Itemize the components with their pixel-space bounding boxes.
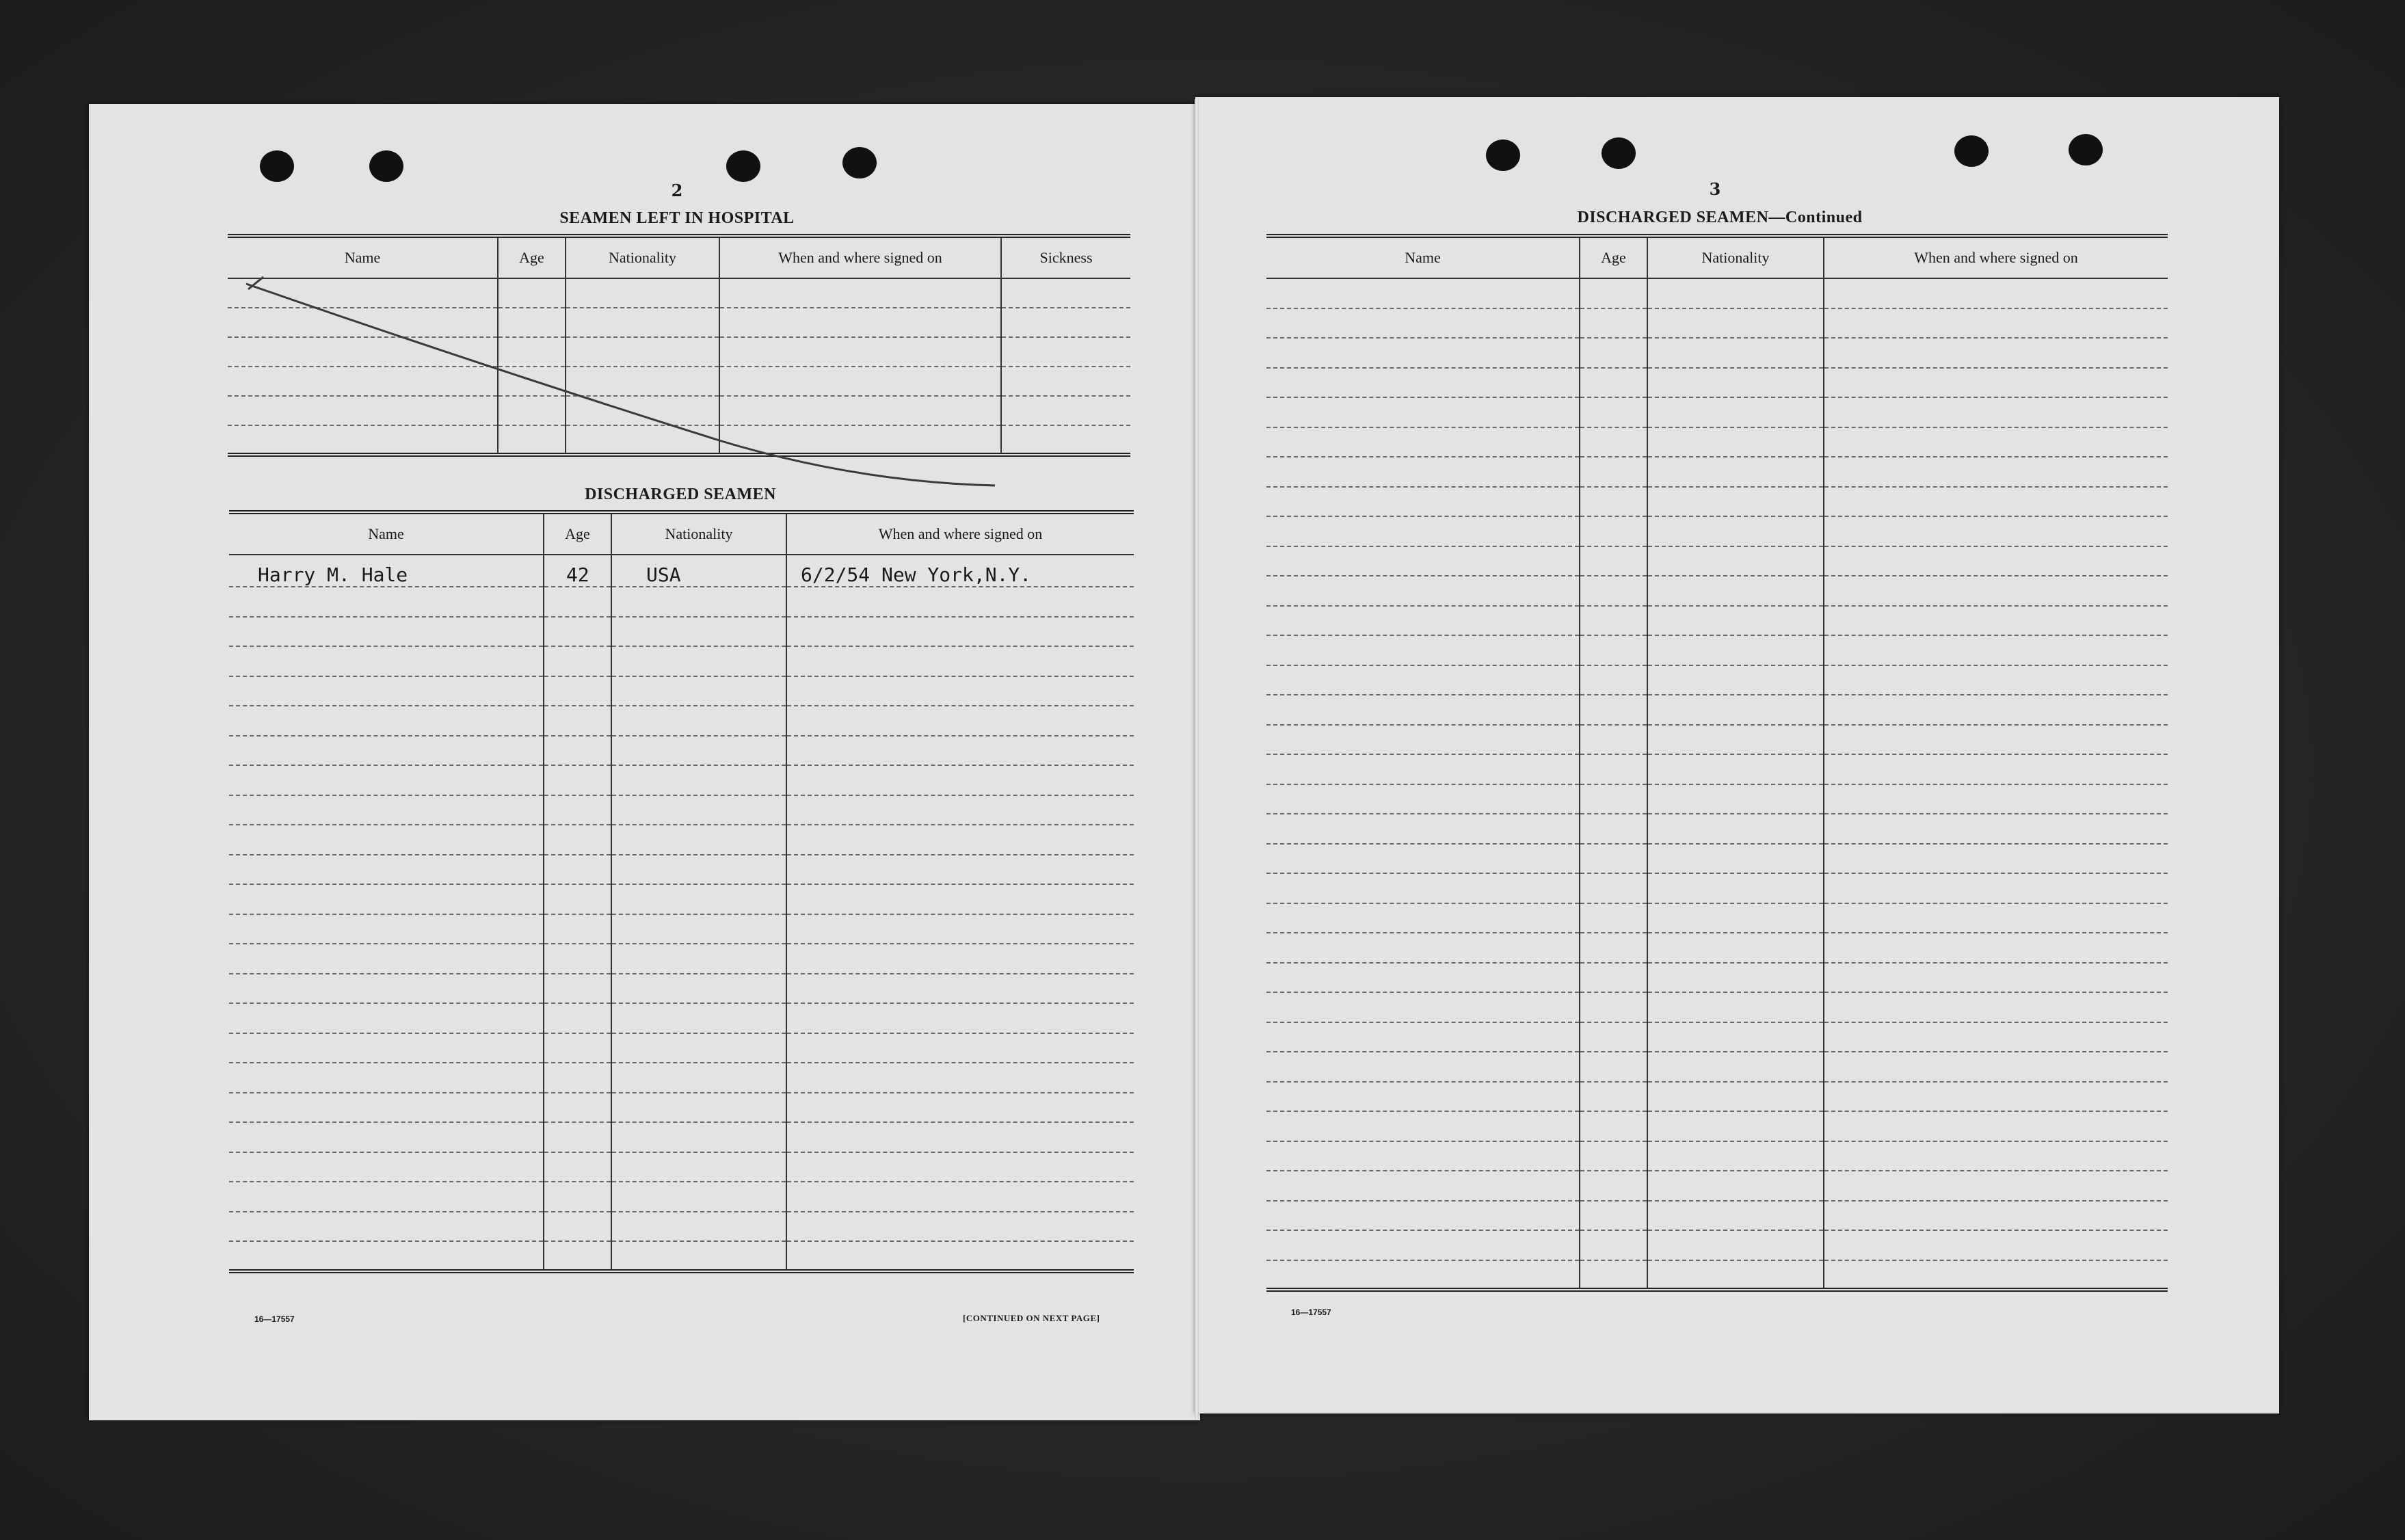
table-row (229, 1182, 1134, 1212)
page-number: 2 (671, 181, 683, 200)
table-row (1266, 278, 2168, 308)
table-row (1266, 338, 2168, 368)
table-row (1266, 665, 2168, 695)
table-row (1266, 1260, 2168, 1290)
punch-hole (1602, 137, 1636, 169)
table-row (229, 944, 1134, 974)
table-row (229, 706, 1134, 736)
table-row (1266, 754, 2168, 784)
column-header-name: Name (229, 512, 544, 555)
seaman-signed-on: 6/2/54 New York,N.Y. (786, 555, 1134, 587)
table-row (229, 617, 1134, 647)
column-header-name: Name (1266, 236, 1580, 278)
table-row (1266, 725, 2168, 755)
table-row (228, 278, 1130, 308)
table-row (1266, 992, 2168, 1022)
table-row (1266, 963, 2168, 993)
table-row (229, 1093, 1134, 1123)
column-header-age: Age (498, 236, 566, 278)
table-row (229, 1033, 1134, 1063)
table-row (229, 646, 1134, 676)
table-row (229, 676, 1134, 706)
table-row (1266, 695, 2168, 725)
column-header-age: Age (1580, 236, 1647, 278)
punch-hole (1954, 135, 1989, 167)
table-row (1266, 457, 2168, 487)
column-header-signed-on: When and where signed on (786, 512, 1134, 555)
table-row (1266, 368, 2168, 398)
column-header-name: Name (228, 236, 498, 278)
table-row (229, 855, 1134, 885)
table-row (228, 337, 1130, 367)
table-row (1266, 606, 2168, 636)
seaman-nationality: USA (611, 555, 786, 587)
page-fold (1195, 99, 1199, 1419)
table-row (228, 396, 1130, 425)
table-row (229, 1122, 1134, 1152)
column-header-signed-on: When and where signed on (719, 236, 1001, 278)
column-header-nationality: Nationality (566, 236, 719, 278)
table-row (229, 795, 1134, 825)
table-row (1266, 873, 2168, 903)
table-row (229, 1003, 1134, 1033)
section-title-main: DISCHARGED SEAMEN (1577, 209, 1769, 226)
table-row (1266, 1141, 2168, 1171)
table-row (1266, 487, 2168, 517)
punch-hole (369, 150, 403, 182)
table-row (229, 736, 1134, 766)
punch-hole (1486, 140, 1520, 171)
seaman-name: Harry M. Hale (229, 555, 544, 587)
table-row (1266, 635, 2168, 665)
table-row (229, 1152, 1134, 1182)
column-header-sickness: Sickness (1001, 236, 1130, 278)
column-header-signed-on: When and where signed on (1824, 236, 2168, 278)
table-row (1266, 576, 2168, 606)
table-row (1266, 784, 2168, 814)
table-row (228, 425, 1130, 455)
table-row (1266, 933, 2168, 963)
continued-note: [CONTINUED ON NEXT PAGE] (963, 1313, 1100, 1323)
seaman-age: 42 (544, 555, 611, 587)
punch-hole (726, 150, 760, 182)
table-row (1266, 427, 2168, 457)
table-row (228, 367, 1130, 396)
table-row (229, 884, 1134, 914)
table-row (229, 825, 1134, 855)
column-header-nationality: Nationality (611, 512, 786, 555)
table-row (1266, 397, 2168, 427)
table-row (1266, 1230, 2168, 1260)
form-number: 16—17557 (1291, 1307, 1331, 1317)
table-row (228, 308, 1130, 337)
discharged-table (229, 510, 1134, 1273)
table-row (1266, 814, 2168, 844)
table-row (1266, 903, 2168, 933)
table-row (1266, 1082, 2168, 1112)
punch-hole (2069, 134, 2103, 165)
table-row (1266, 308, 2168, 338)
column-header-nationality: Nationality (1647, 236, 1824, 278)
hospital-section-title: SEAMEN LEFT IN HOSPITAL (559, 209, 795, 227)
punch-hole (842, 147, 877, 178)
discharged-continued-title (1268, 209, 2171, 227)
discharged-continued-table (1266, 234, 2168, 1292)
table-row (1266, 1022, 2168, 1052)
punch-hole (260, 150, 294, 182)
table-row (229, 1063, 1134, 1093)
table-row (1266, 844, 2168, 874)
table-row (229, 1212, 1134, 1242)
table-row (229, 1241, 1134, 1271)
table-row (1266, 1171, 2168, 1201)
table-row (1266, 546, 2168, 576)
table-row (1266, 516, 2168, 546)
table-row (1266, 1201, 2168, 1231)
table-row (229, 555, 1134, 587)
form-number: 16—17557 (254, 1314, 295, 1324)
table-row (1266, 1052, 2168, 1082)
discharged-section-title: DISCHARGED SEAMEN (585, 486, 776, 503)
hospital-table (228, 234, 1130, 457)
column-header-age: Age (544, 512, 611, 555)
section-title-suffix: —Continued (1768, 209, 1863, 226)
page-number: 3 (1709, 179, 1721, 199)
table-row (229, 974, 1134, 1004)
table-row (229, 914, 1134, 944)
table-row (229, 765, 1134, 795)
table-row (1266, 1111, 2168, 1141)
table-row (229, 587, 1134, 617)
